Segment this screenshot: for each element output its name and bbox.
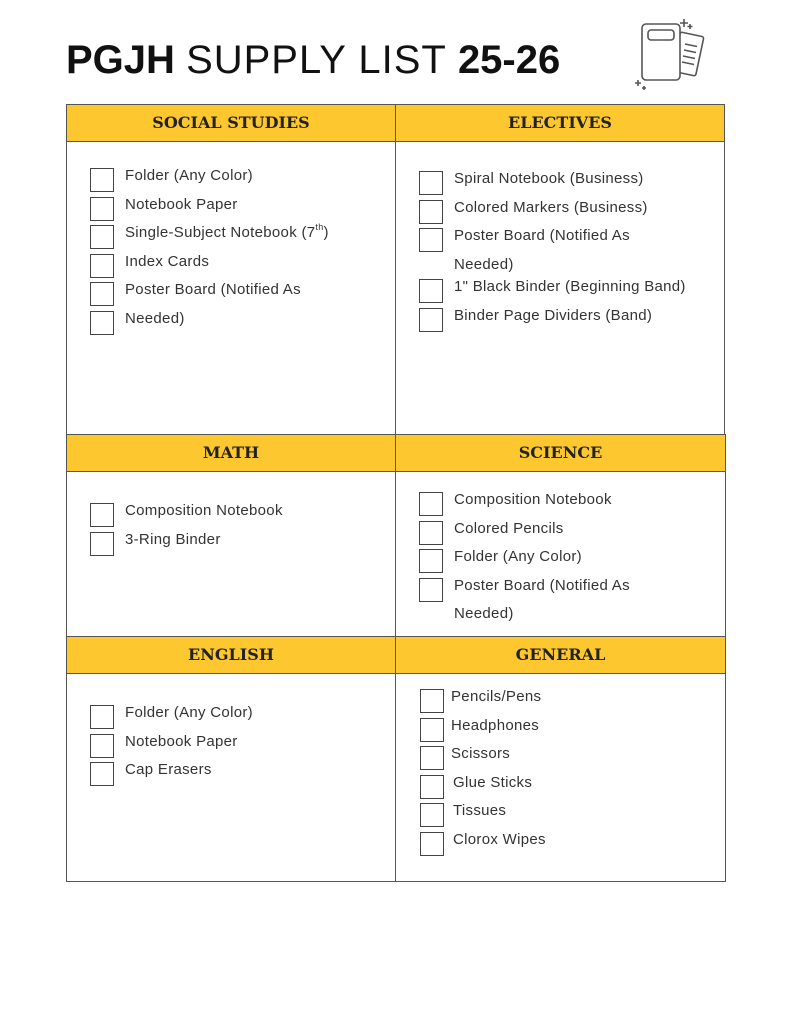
social-studies-section — [66, 104, 396, 435]
list-item: Composition Notebook — [419, 492, 630, 521]
social-studies-header: SOCIAL STUDIES — [67, 105, 395, 142]
checkbox[interactable] — [90, 282, 114, 306]
list-item: 1" Black Binder (Beginning Band) — [419, 279, 686, 308]
list-item: Colored Markers (Business) — [419, 200, 686, 229]
checkbox[interactable] — [90, 254, 114, 278]
list-item: Folder (Any Color) — [419, 549, 630, 578]
electives-header: ELECTIVES — [396, 105, 724, 142]
list-item: Index Cards — [90, 254, 329, 283]
general-section — [395, 636, 726, 882]
list-item: Poster Board (Notified As — [90, 282, 329, 311]
checkbox[interactable] — [419, 228, 443, 252]
science-header: SCIENCE — [396, 435, 725, 472]
list-item: Notebook Paper — [90, 197, 329, 226]
math-header: MATH — [67, 435, 395, 472]
list-item: Colored Pencils — [419, 521, 630, 550]
list-item: 3-Ring Binder — [90, 532, 283, 561]
list-item: Poster Board (Notified As — [419, 228, 686, 257]
list-item: Scissors — [420, 746, 546, 775]
checkbox[interactable] — [420, 803, 444, 827]
list-item: Spiral Notebook (Business) — [419, 171, 686, 200]
checkbox[interactable] — [419, 578, 443, 602]
list-item: Glue Sticks — [420, 775, 546, 804]
list-item: Binder Page Dividers (Band) — [419, 308, 686, 337]
checkbox[interactable] — [420, 832, 444, 856]
checkbox[interactable] — [420, 689, 444, 713]
checkbox[interactable] — [419, 521, 443, 545]
checkbox[interactable] — [90, 503, 114, 527]
checkbox[interactable] — [420, 775, 444, 799]
checkbox[interactable] — [419, 171, 443, 195]
checkbox[interactable] — [420, 718, 444, 742]
list-item-continued: Needed) — [90, 311, 329, 340]
list-item: Tissues — [420, 803, 546, 832]
math-section — [66, 434, 396, 637]
english-header: ENGLISH — [67, 637, 395, 674]
checkbox[interactable] — [419, 549, 443, 573]
checkbox[interactable] — [90, 705, 114, 729]
checkbox[interactable] — [419, 492, 443, 516]
list-item-continued: Needed) — [454, 605, 514, 622]
list-item-continued: Needed) — [454, 255, 514, 273]
title-school: PGJH — [66, 38, 175, 82]
page-title — [66, 36, 560, 84]
list-item: Headphones — [420, 718, 546, 747]
science-section — [395, 434, 726, 637]
list-item: Folder (Any Color) — [90, 705, 253, 734]
checkbox[interactable] — [90, 197, 114, 221]
checkbox[interactable] — [419, 200, 443, 224]
notebook-papers-icon — [630, 16, 710, 92]
checkbox[interactable] — [90, 734, 114, 758]
list-item: Cap Erasers — [90, 762, 253, 791]
list-item: Composition Notebook — [90, 503, 283, 532]
title-supply-list: SUPPLY LIST — [186, 38, 447, 82]
general-header: GENERAL — [396, 637, 725, 674]
list-item: Folder (Any Color) — [90, 168, 329, 197]
electives-section — [395, 104, 725, 435]
title-year: 25-26 — [457, 38, 561, 82]
checkbox[interactable] — [90, 168, 114, 192]
checkbox[interactable] — [90, 225, 114, 249]
english-section — [66, 636, 396, 882]
list-item: Single-Subject Notebook (7th) — [90, 225, 329, 254]
list-item: Notebook Paper — [90, 734, 253, 763]
list-item: Pencils/Pens — [420, 689, 546, 718]
list-item: Poster Board (Notified As — [419, 578, 630, 607]
checkbox[interactable] — [419, 308, 443, 332]
checkbox[interactable] — [90, 311, 114, 335]
list-item: Clorox Wipes — [420, 832, 546, 861]
checkbox[interactable] — [90, 762, 114, 786]
checkbox[interactable] — [90, 532, 114, 556]
checkbox[interactable] — [420, 746, 444, 770]
checkbox[interactable] — [419, 279, 443, 303]
